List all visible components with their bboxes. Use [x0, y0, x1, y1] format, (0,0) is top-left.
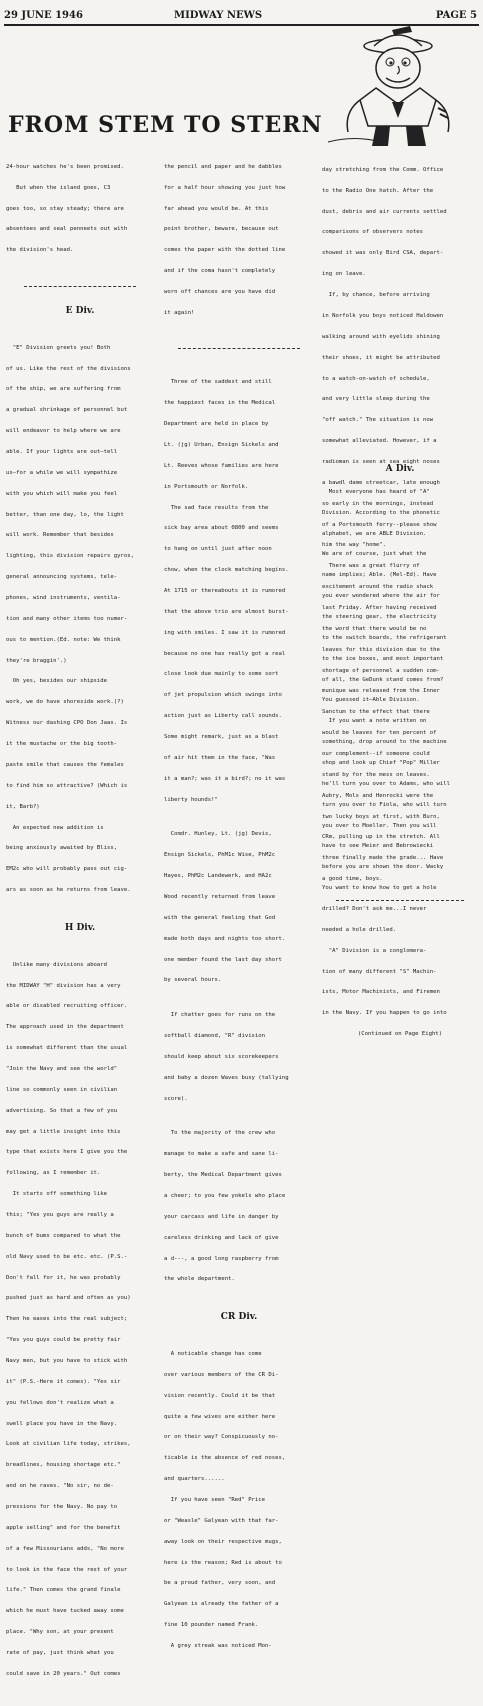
- text-line: goes too, so stay steady; there are: [6, 205, 124, 212]
- text-line: to hang on until just after noon: [164, 546, 272, 553]
- text-line: liberty hounds!": [164, 796, 218, 803]
- text-line: of us. Like the rest of the divisions: [6, 365, 131, 372]
- section-heading-cr-div: CR Div.: [220, 1312, 258, 1323]
- text-line: ists, Motor Machinists, and Firemen: [322, 989, 440, 996]
- text-line: general announcing systems, tele-: [6, 574, 118, 581]
- text-line: the whole department.: [164, 1276, 235, 1283]
- text-line: chow, when the clock matching begins.: [164, 567, 289, 574]
- text-line: advertising. So that a few of you: [6, 1107, 118, 1114]
- text-line: in the Navy. If you happen to go into: [322, 1010, 447, 1017]
- text-line: Hayes, PhM2c Landewerk, and HA2c: [164, 873, 272, 880]
- text-line: turn you over to Fiola, who will turn: [322, 801, 447, 808]
- text-line: fine 10 pounder named Frank.: [164, 1622, 259, 1629]
- text-line: a cheer; to you few yokels who place: [164, 1192, 286, 1199]
- text-line: and baby a dozen Waves busy (tallying: [164, 1074, 289, 1081]
- headline-right: TO STERN: [184, 112, 323, 138]
- text-line: If you want a note written on: [322, 718, 427, 725]
- text-line: able or disabled recruiting officer.: [6, 1003, 128, 1010]
- text-line: made both days and nights too short.: [164, 935, 286, 942]
- text-line: Wood recently returned from leave: [164, 893, 276, 900]
- text-line: Some might remark, just as a blast: [164, 734, 279, 741]
- text-line: line so commonly seen in civilian: [6, 1086, 118, 1093]
- text-line: and if the coma hasn't completely: [164, 268, 276, 275]
- text-line: that the above trio are almost burst-: [164, 608, 289, 615]
- text-line: Sanctum to the effect that there: [322, 709, 430, 716]
- text-line: in Norfolk you boys noticed Haldowen: [322, 312, 444, 319]
- issue-date: 29 JUNE 1946: [4, 10, 83, 21]
- text-line: he'll turn you over to Adams, who will: [322, 780, 450, 787]
- text-line: dust, debris and air currents settled: [322, 208, 447, 215]
- text-line: shop and look up Chief "Pop" Miller: [322, 759, 440, 766]
- text-line: with the general feeling that God: [164, 914, 276, 921]
- text-line: pushed just as hard and often as you): [6, 1295, 131, 1302]
- text-line: Navy men, but you have to stick with: [6, 1357, 128, 1364]
- text-line: score).: [164, 1095, 188, 1102]
- section-heading-a-div: A Div.: [385, 463, 415, 474]
- text-line: sick bay area about 0800 and seems: [164, 525, 279, 532]
- text-line: so early in the mornings, instead: [322, 500, 434, 507]
- text-line: and on he raves. "No sir, no de-: [6, 1483, 114, 1490]
- text-line: of all, the GeDunk stand comes from?: [322, 676, 444, 683]
- text-line: walking around with eyelids shining: [322, 333, 440, 340]
- text-line: you fellows don't realize what a: [6, 1399, 114, 1406]
- text-line: "Yes you guys could be pretty fair: [6, 1337, 121, 1344]
- medical-article: [164, 366, 314, 1298]
- text-line: stand by for the mess on leaves.: [322, 771, 430, 778]
- text-line: excitement around the radio shack: [322, 584, 434, 591]
- text-line: a good time, boys.: [322, 876, 383, 883]
- text-line: manage to make a safe and sane li-: [164, 1151, 279, 1158]
- text-line: Don't fall for it, he was probably: [6, 1274, 121, 1281]
- text-line: It starts off something like: [6, 1191, 108, 1198]
- text-line: be a proud father, very soon, and: [164, 1580, 276, 1587]
- text-line: or on their way? Conspicuously no-: [164, 1434, 279, 1441]
- text-line: a bawdl dame streetcar, late enough: [322, 479, 440, 486]
- text-line: to a watch-on-watch of schedule,: [322, 375, 430, 382]
- text-line: name implies; Able. (Mel-Ed). Have: [322, 572, 437, 579]
- text-line: The approach used in the department: [6, 1024, 124, 1031]
- text-line: Then he eases into the real subject;: [6, 1316, 128, 1323]
- text-line: of a Portsmouth ferry--please show: [322, 521, 437, 528]
- text-line: tion of many different "S" Machin-: [322, 968, 437, 975]
- text-line: If, by chance, before arriving: [322, 292, 430, 299]
- text-line: ticable is the absence of red noses,: [164, 1455, 286, 1462]
- text-line: Look at civilian life today, strikes,: [6, 1441, 131, 1448]
- text-line: paste smile that causes the females: [6, 761, 124, 768]
- text-line: shortage of personnel a sudden com-: [322, 667, 440, 674]
- text-line: old Navy used to be etc. etc. (P.S.-: [6, 1253, 128, 1260]
- text-line: If chatter goes for runs on the: [164, 1012, 276, 1019]
- text-line: have to see Meier and Bebrowiecki: [322, 843, 434, 850]
- text-line: Ensign Sickels, PhM1c Wise, PhM2c: [164, 852, 276, 859]
- sailor-cartoon-illustration: [318, 22, 478, 150]
- text-line: which he must have tucked away some: [6, 1608, 124, 1615]
- text-line: ing on leave.: [322, 271, 366, 278]
- text-line: to look in the face the rest of your: [6, 1566, 128, 1573]
- text-line: far ahead you would be. At this: [164, 205, 269, 212]
- text-line: over various members of the CR Di-: [164, 1371, 279, 1378]
- text-line: you ever wondered where the air for: [322, 593, 440, 600]
- text-line: two lucky boys at first, with Burn,: [322, 813, 440, 820]
- text-line: here is the reason; Red is about to: [164, 1559, 282, 1566]
- text-line: somewhat alleviated. However, if a: [322, 438, 437, 445]
- text-line: their shoes, it might be attributed: [322, 354, 440, 361]
- text-line: and very little sleep during the: [322, 396, 430, 403]
- text-line: 24-hour watches he's been promised.: [6, 163, 124, 170]
- text-line: alphabet, we are ABLE Division.: [322, 530, 427, 537]
- cr-div-article: [164, 1337, 314, 1664]
- h-div-article: [6, 948, 154, 1692]
- text-line: you over to Moeller. Then you will: [322, 822, 437, 829]
- text-line: An expected new addition is: [6, 824, 104, 831]
- text-line: ing with smiles. I saw it is rumored: [164, 629, 286, 636]
- text-line: of the ship, we are suffering from: [6, 386, 121, 393]
- col2-intro: [164, 150, 314, 331]
- text-line: following, as I remember it.: [6, 1170, 101, 1177]
- text-line: something, drop around to the machine: [322, 739, 447, 746]
- text-line: berty, the Medical Department gives: [164, 1172, 282, 1179]
- text-line: before you are shown the door. Wacky: [322, 864, 444, 871]
- text-line: leaves for this division due to the: [322, 646, 440, 653]
- text-line: "Join the Navy and see the world": [6, 1065, 118, 1072]
- text-line: You want to know how to get a hole: [322, 885, 437, 892]
- text-line: ars as soon as he returns from leave.: [6, 887, 131, 894]
- text-line: showed it was only Bird CSA, depart-: [322, 250, 444, 257]
- e-div-article: [6, 331, 154, 908]
- column-1: [6, 136, 154, 1706]
- text-line: close look due mainly to some sort: [164, 671, 279, 678]
- text-line: If you have seen "Red" Price: [164, 1496, 266, 1503]
- text-line: for a half hour showing you just how: [164, 184, 286, 191]
- text-line: CRm, pulling up in the stretch. All: [322, 834, 440, 841]
- text-line: will endeavor to help where we are: [6, 428, 121, 435]
- text-line: Lt. Reeves whose families are here: [164, 462, 279, 469]
- text-line: three finally made the grade... Have: [322, 855, 444, 862]
- text-line: Lt. (jg) Urban, Ensign Sickels and: [164, 441, 279, 448]
- text-line: with you which will make you feel: [6, 490, 118, 497]
- text-line: munique was released from the Inner: [322, 688, 440, 695]
- text-line: by several hours.: [164, 977, 222, 984]
- text-line: it, Barb?): [6, 803, 40, 810]
- text-line: "E" Division greets you! Both: [6, 344, 111, 351]
- text-line: At 1715 or thereabouts it is rumored: [164, 588, 286, 594]
- text-line: Most everyone has heard of "A": [322, 488, 430, 495]
- text-line: needed a hole drilled.: [322, 926, 397, 933]
- text-line: We are of course, just what the: [322, 551, 427, 558]
- text-line: of air hit them in the face, "Was: [164, 754, 276, 761]
- text-line: "off watch." The situation is now: [322, 417, 434, 424]
- text-line: vision recently. Could it be that: [164, 1392, 276, 1399]
- text-line: our complement--if someone could: [322, 750, 430, 757]
- text-line: him the way "home".: [322, 542, 386, 549]
- text-line: swell place you have in the Navy.: [6, 1420, 118, 1427]
- text-line: Oh yes, besides our shipside: [6, 678, 108, 685]
- text-line: The sad face results from the: [164, 504, 269, 511]
- text-line: they're braggin'.): [6, 657, 67, 664]
- text-line: the MIDWAY "H" division has a very: [6, 982, 121, 989]
- text-line: it again!: [164, 309, 195, 316]
- text-line: one member found the last day short: [164, 956, 282, 963]
- text-line: and quarters......: [164, 1476, 225, 1483]
- page-number: PAGE 5: [435, 10, 477, 21]
- text-line: comes the paper with the dotted line: [164, 247, 286, 254]
- text-line: to find him so attractive? (Which is: [6, 782, 128, 789]
- text-line: the division's head.: [6, 247, 74, 254]
- text-line: a d---, a good long raspberry from: [164, 1255, 279, 1262]
- text-line: better, than one day, lo, the light: [6, 511, 124, 518]
- text-line: away look on their respective mugs,: [164, 1538, 282, 1545]
- text-line: the steering gear, the electricity: [322, 613, 437, 620]
- text-line: to the ice boxes, and most important: [322, 655, 444, 662]
- text-line: it a man?; was it a bird?; no it was: [164, 775, 286, 782]
- text-line: Witness our dashing CPO Don Jaas. Is: [6, 720, 128, 727]
- text-line: lighting, this division repairs gyros,: [6, 553, 134, 560]
- divider: [24, 286, 136, 287]
- text-line: it the mustache or the big tooth-: [6, 741, 118, 748]
- text-line: it" (P.S.-Here it comes). "Yes sir: [6, 1378, 121, 1385]
- text-line: But when the island goes, C3: [6, 184, 111, 191]
- text-line: work, we do have shoreside work.(?): [6, 699, 124, 706]
- text-line: the word that there would be no: [322, 625, 427, 632]
- text-line: tion and many other items too numer-: [6, 615, 128, 622]
- text-line: You guessed it—Able Division.: [322, 697, 420, 704]
- text-line: drilled? Don't ask me...I never: [322, 906, 427, 912]
- text-line: Division. According to the phonetic: [322, 509, 440, 516]
- text-line: to the Radio One hatch. After the: [322, 187, 434, 194]
- column-2: [164, 136, 314, 1678]
- text-line: worn off chances are you have did: [164, 288, 276, 295]
- column-3-a-div: [322, 449, 478, 1052]
- text-line: careless drinking and lack of give: [164, 1234, 279, 1241]
- text-line: your carcass and life in danger by: [164, 1213, 279, 1220]
- text-line: could save in 20 years." Out comes: [6, 1670, 121, 1677]
- text-line: To the majority of the crew who: [164, 1130, 276, 1137]
- paper-title: MIDWAY NEWS: [174, 10, 263, 21]
- text-line: life." Then comes the grand finale: [6, 1587, 121, 1594]
- text-line: comparisons of observers notes: [322, 229, 424, 236]
- text-line: of jet propulsion which swings into: [164, 692, 282, 699]
- headline-left: FROM STEM: [8, 112, 176, 138]
- text-line: radioman is seen at sea eight noses: [322, 458, 440, 465]
- text-line: this; "Yes you guys are really a: [6, 1211, 114, 1218]
- text-line: in Portsmouth or Norfolk.: [164, 483, 249, 490]
- col1-intro: [6, 150, 154, 268]
- text-line: phones, wind instruments, ventila-: [6, 595, 121, 602]
- section-heading-e-div: E Div.: [65, 305, 95, 316]
- text-line: Unlike many divisions aboard: [6, 961, 108, 968]
- text-line: rate of pay, just think what you: [6, 1650, 114, 1657]
- text-line: type that exists here I give you the: [6, 1149, 128, 1156]
- text-line: action just as Liberty call sounds.: [164, 713, 282, 720]
- continued-note: (Continued on Page Eight): [357, 1031, 443, 1038]
- text-line: day stretching from the Comm. Office: [322, 166, 444, 173]
- text-line: is somewhat different than the usual: [6, 1045, 128, 1052]
- text-line: should keep about six scorekeepers: [164, 1053, 279, 1060]
- text-line: EM2c who will probably pass out cig-: [6, 866, 128, 873]
- text-line: apple selling" and for the benefit: [6, 1524, 121, 1531]
- text-line: Aubry, Mols and Henrocki were the: [322, 792, 434, 799]
- text-line: ous to mention.(Ed. note: We think: [6, 636, 121, 643]
- text-line: breadlines, housing shortage etc.": [6, 1462, 121, 1469]
- text-line: because no one has really got a real: [164, 650, 286, 657]
- text-line: will work. Remember that besides: [6, 532, 114, 539]
- text-line: the pencil and paper and he dabbles: [164, 163, 282, 170]
- text-line: of a few Missourians adds, "No more: [6, 1545, 124, 1552]
- text-line: last Friday. After having received: [322, 604, 437, 611]
- text-line: Comdr. Hunley, Lt. (jg) Devis,: [164, 831, 272, 838]
- text-line: may get a little insight into this: [6, 1128, 121, 1135]
- divider: [178, 348, 300, 349]
- text-line: Three of the saddest and still: [164, 379, 272, 386]
- text-line: place. "Why son, at your present: [6, 1629, 114, 1636]
- text-line: the happiest faces in the Medical: [164, 400, 276, 407]
- text-line: would be leaves for ten percent of: [322, 730, 437, 737]
- text-line: A noticable change has come: [164, 1350, 262, 1357]
- text-line: Department are held in place by: [164, 421, 269, 428]
- text-line: being anxiously awaited by Bliss,: [6, 845, 118, 852]
- text-line: able. If your lights are out—tell: [6, 449, 118, 456]
- text-line: absentees and seal penneets out with: [6, 226, 128, 233]
- text-line: A grey streak was noticed Mon-: [164, 1642, 272, 1649]
- text-line: "A" Division is a conglomera-: [322, 947, 427, 954]
- text-line: point brother, beware, because out: [164, 226, 279, 233]
- section-heading-h-div: H Div.: [64, 922, 96, 933]
- text-line: us—for a while we will sympathize: [6, 469, 118, 476]
- text-line: Galyean is already the father of a: [164, 1601, 279, 1608]
- text-line: There was a great flurry of: [322, 563, 420, 570]
- text-line: or "Weasle" Galyean with that far-: [164, 1517, 279, 1524]
- text-line: pressions for the Navy. No pay to: [6, 1504, 118, 1510]
- text-line: bunch of bums compared to what the: [6, 1232, 121, 1239]
- text-line: a gradual shrinkage of personnel but: [6, 407, 128, 414]
- text-line: to the switch boards, the refrigerant: [322, 634, 447, 641]
- text-line: softball diamond, "R" division: [164, 1033, 266, 1039]
- text-line: quite a few wives are either here: [164, 1413, 276, 1420]
